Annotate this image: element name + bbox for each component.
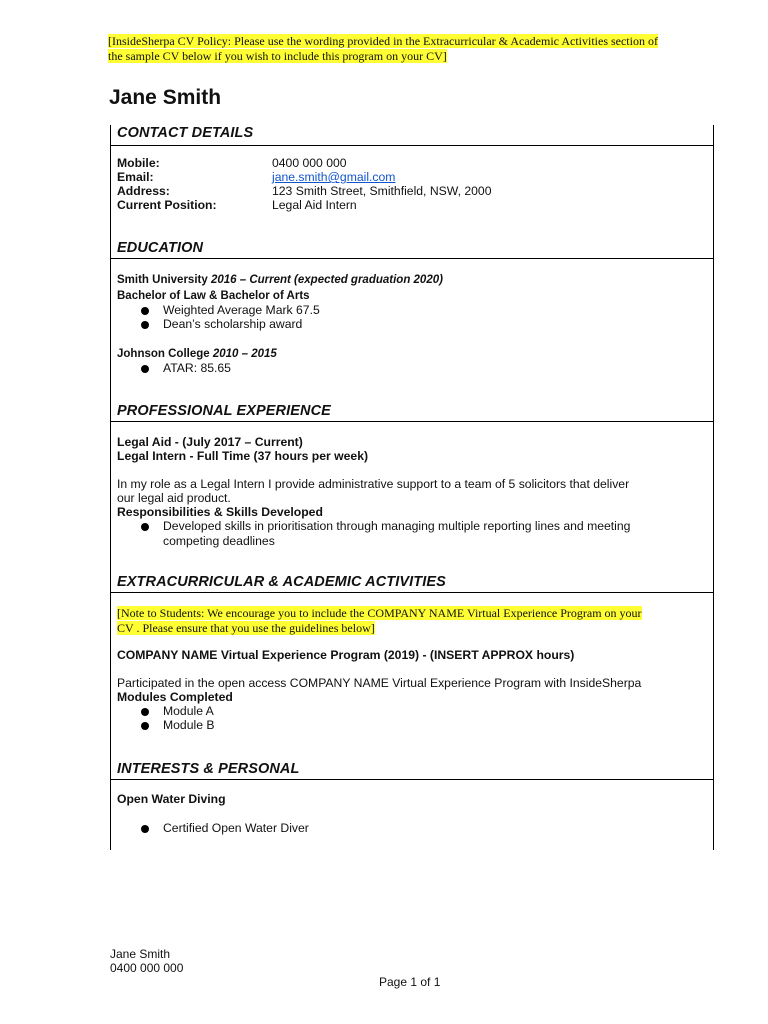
bullet-icon [141,307,149,315]
section-title-extracurricular: EXTRACURRICULAR & ACADEMIC ACTIVITIES [117,574,446,590]
students-note-line-1: [Note to Students: We encourage you to include the COMPANY NAME Virtual Experience Program on your [117,606,642,620]
contact-value-email-link[interactable]: jane.smith@gmail.com [272,170,396,184]
contact-value-mobile: 0400 000 000 [272,156,347,170]
section-title-contact: CONTACT DETAILS [117,125,254,141]
experience-description-line-1: In my role as a Legal Intern I provide administrative support to a team of 5 solicitors that deliver [117,477,630,491]
bullet-icon [141,365,149,373]
frame-right-border [713,125,714,850]
section-title-experience: PROFESSIONAL EXPERIENCE [117,403,331,419]
contact-label-mobile: Mobile: [117,156,160,170]
divider-experience [110,421,714,422]
section-title-interests: INTERESTS & PERSONAL [117,761,300,777]
candidate-name: Jane Smith [109,86,222,109]
cv-policy-notice-line-2: the sample CV below if you wish to include this program on your CV] [108,49,447,63]
education-school-2: Johnson College [117,348,210,360]
contact-label-address: Address: [117,184,170,198]
contact-value-position: Legal Aid Intern [272,198,357,212]
bullet-icon [141,708,149,716]
page-number: Page 1 of 1 [379,975,441,989]
contact-value-address: 123 Smith Street, Smithfield, NSW, 2000 [272,184,492,198]
divider-education [110,258,714,259]
experience-role: Legal Intern - Full Time (37 hours per week) [117,449,369,463]
divider-extracurricular [110,592,714,593]
footer-phone: 0400 000 000 [110,961,184,975]
section-title-education: EDUCATION [117,240,204,256]
education-degree: Bachelor of Law & Bachelor of Arts [117,290,310,302]
cv-policy-notice-line-1: [InsideSherpa CV Policy: Please use the wording provided in the Extracurricular & Academic Activities section of [108,34,658,48]
modules-subheading: Modules Completed [117,690,233,704]
education-dates-1: 2016 – Current (expected graduation 2020) [210,274,443,286]
education-school-1: Smith University [117,274,208,286]
cv-policy-notice [108,34,708,64]
bullet-icon [141,523,149,531]
bullet-icon [141,722,149,730]
bullet-icon [141,321,149,329]
education-dates-2: 2010 – 2015 [212,348,277,360]
divider-contact [110,145,714,146]
experience-subheading: Responsibilities & Skills Developed [117,505,323,519]
bullet-icon [141,825,149,833]
students-note-line-2: CV . Please ensure that you use the guidelines below] [117,621,375,635]
frame-left-border [110,125,111,850]
divider-interests [110,779,714,780]
contact-label-email: Email: [117,170,154,184]
students-note [117,606,707,636]
experience-employer: Legal Aid - (July 2017 – Current) [117,435,303,449]
education-entry-1-heading [117,273,443,287]
program-title: COMPANY NAME Virtual Experience Program (2019) - (INSERT APPROX hours) [117,648,575,662]
interests-heading: Open Water Diving [117,792,226,806]
education-entry-2-heading [117,347,277,361]
footer-name: Jane Smith [110,947,171,961]
experience-bullet-1-continued: competing deadlines [163,534,275,548]
program-description: Participated in the open access COMPANY NAME Virtual Experience Program with InsideSherpa [117,676,642,690]
experience-description-line-2: our legal aid product. [117,491,231,505]
contact-label-position: Current Position: [117,198,217,212]
